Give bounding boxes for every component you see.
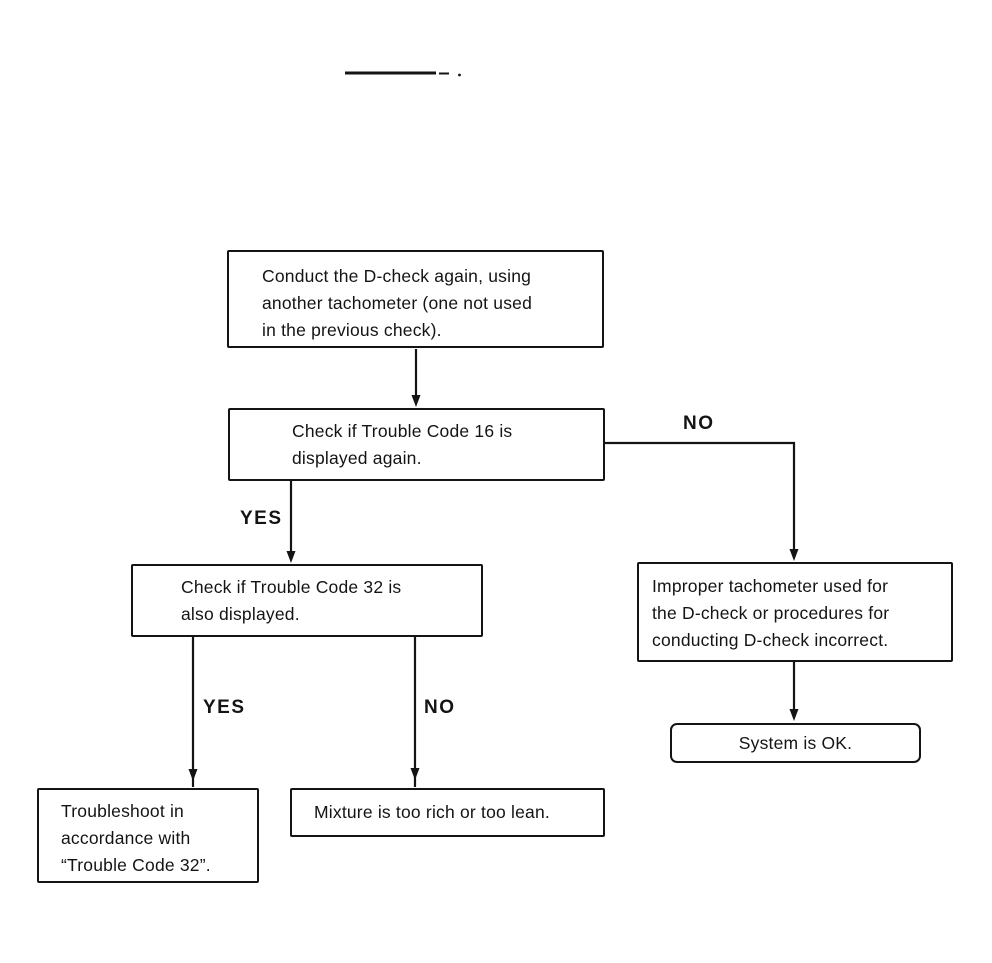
node-text-line: Check if Trouble Code 16 is <box>292 421 513 441</box>
arrowhead <box>411 768 420 780</box>
scan-artifact-rule <box>345 73 461 76</box>
node-text-line: Conduct the D-check again, using <box>262 266 532 286</box>
connector-conduct-to-code16 <box>412 349 421 407</box>
node-text-line: System is OK. <box>738 732 853 753</box>
connector-code32-yes-to-troubleshoot <box>189 637 198 787</box>
node-text-line: another tachometer (one not used <box>262 293 533 313</box>
node-text-line: Improper tachometer used for <box>652 576 889 596</box>
node-text-line: Troubleshoot in <box>61 801 184 821</box>
branch-label-code32-no: NO <box>424 697 456 718</box>
node-check-trouble-code-16 <box>228 408 605 481</box>
node-text-line: also displayed. <box>181 604 300 624</box>
connector-improper-to-systemok <box>790 662 799 721</box>
node-improper-tachometer <box>637 562 953 662</box>
branch-label-code32-yes: YES <box>203 697 246 718</box>
node-text-line: Check if Trouble Code 32 is <box>181 577 402 597</box>
node-text-line: conducting D-check incorrect. <box>652 630 889 650</box>
connector-code16-yes-to-code32 <box>287 481 296 563</box>
arrowhead <box>287 551 296 563</box>
branch-label-code16-no: NO <box>683 413 715 434</box>
connector-code32-no-to-mixture <box>411 637 420 787</box>
node-mixture-rich-or-lean <box>290 788 605 837</box>
arrowhead <box>790 549 799 561</box>
node-check-trouble-code-32 <box>131 564 483 637</box>
node-system-ok <box>670 723 921 763</box>
node-troubleshoot-code-32 <box>37 788 259 883</box>
node-conduct-dcheck <box>227 250 604 348</box>
arrowhead <box>412 395 421 407</box>
node-text-line: accordance with <box>61 828 191 848</box>
arrowhead <box>189 769 198 781</box>
arrowhead <box>790 709 799 721</box>
node-text-line: “Trouble Code 32”. <box>61 855 211 875</box>
node-text-line: the D-check or procedures for <box>652 603 890 623</box>
node-text-line: in the previous check). <box>262 320 442 340</box>
node-text-line: Mixture is too rich or too lean. <box>314 802 550 822</box>
branch-label-code16-yes: YES <box>240 508 283 529</box>
node-text-line: displayed again. <box>292 448 422 468</box>
connector-code16-no-to-improper <box>604 443 799 561</box>
